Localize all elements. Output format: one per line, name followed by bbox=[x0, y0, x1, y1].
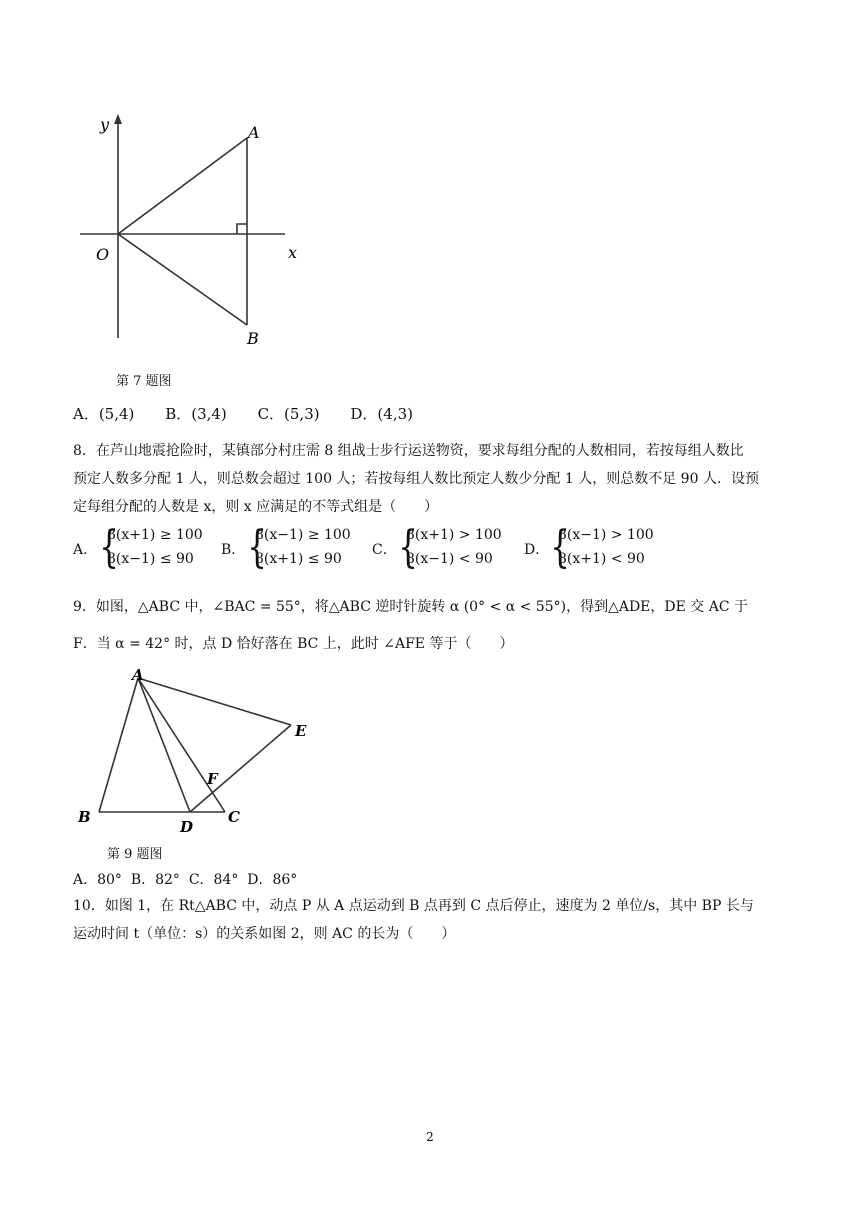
q8-option-a-eq1: 8(x+1) ≥ 100 bbox=[107, 527, 203, 543]
q8-option-c-label: C． bbox=[372, 542, 397, 558]
label-E: E bbox=[295, 722, 307, 740]
label-A: A bbox=[132, 666, 144, 684]
label-O: O bbox=[96, 245, 110, 264]
label-B: B bbox=[247, 329, 259, 348]
figure-9-caption: 第 9 题图 bbox=[107, 847, 163, 862]
brace-icon: { bbox=[99, 522, 119, 573]
q8-option-a-eq2: 8(x−1) ≤ 90 bbox=[107, 551, 194, 567]
q8-option-a-label: A． bbox=[73, 542, 98, 558]
label-F: F bbox=[207, 770, 218, 788]
q8-option-c-eq1: 8(x+1) > 100 bbox=[406, 527, 502, 543]
q7-option-d: D．(4,3) bbox=[350, 405, 413, 423]
q7-options bbox=[73, 403, 439, 424]
q8-option-b-eq1: 8(x−1) ≥ 100 bbox=[255, 527, 351, 543]
q7-option-c: C．(5,3) bbox=[257, 405, 320, 423]
q8-line-3: 定每组分配的人数是 x，则 x 应满足的不等式组是（ ） bbox=[73, 499, 439, 515]
brace-icon: { bbox=[550, 522, 570, 573]
q10-line-2: 运动时间 t（单位：s）的关系如图 2，则 AC 的长为（ ） bbox=[73, 926, 456, 942]
q8-option-c bbox=[372, 522, 512, 577]
figure-9-triangle-diagram bbox=[74, 664, 324, 836]
label-D: D bbox=[180, 818, 194, 836]
q8-option-b-eq2: 8(x+1) ≤ 90 bbox=[255, 551, 342, 567]
segment-OA bbox=[118, 138, 247, 234]
q9-line-1: 9．如图，△ABC 中，∠BAC = 55°，将△ABC 逆时针旋转 α (0° < α < 55°)，得到△ADE，DE 交 AC 于 bbox=[73, 599, 749, 615]
q8-option-d bbox=[524, 522, 674, 577]
q8-option-b bbox=[221, 522, 361, 577]
page-number: 2 bbox=[426, 1130, 434, 1144]
q9-line-2: F．当 α = 42° 时，点 D 恰好落在 BC 上，此时 ∠AFE 等于（ ） bbox=[73, 636, 514, 652]
q8-option-d-eq1: 8(x−1) > 100 bbox=[558, 527, 654, 543]
q8-option-c-eq2: 8(x−1) < 90 bbox=[406, 551, 493, 567]
label-A: A bbox=[248, 123, 260, 142]
figure-7-coordinate-diagram bbox=[80, 108, 310, 353]
q8-option-d-label: D． bbox=[524, 542, 550, 558]
q10-line-1: 10．如图 1，在 Rt△ABC 中，动点 P 从 A 点运动到 B 点再到 C 点后停止，速度为 2 单位/s，其中 BP 长与 bbox=[73, 898, 754, 914]
y-axis-arrow-icon bbox=[114, 114, 122, 124]
q8-option-a bbox=[73, 522, 213, 577]
label-x: x bbox=[288, 243, 298, 262]
label-C: C bbox=[228, 808, 240, 826]
brace-icon: { bbox=[398, 522, 418, 573]
brace-icon: { bbox=[247, 522, 267, 573]
segment-DE bbox=[190, 725, 291, 812]
label-B: B bbox=[78, 808, 91, 826]
q8-line-1: 8．在芦山地震抢险时，某镇部分村庄需 8 组战士步行运送物资，要求每组分配的人数相同，若按每组人数比 bbox=[73, 443, 744, 459]
q8-option-d-eq2: 8(x+1) < 90 bbox=[558, 551, 645, 567]
figure-7-caption: 第 7 题图 bbox=[116, 374, 172, 389]
q7-option-a: A．(5,4) bbox=[73, 405, 135, 423]
label-y: y bbox=[100, 115, 110, 134]
segment-AB bbox=[99, 678, 138, 812]
right-angle-mark bbox=[237, 224, 247, 234]
q9-options: A．80° B．82° C．84° D．86° bbox=[73, 872, 298, 888]
segment-OB bbox=[118, 234, 247, 325]
q8-line-2: 预定人数多分配 1 人，则总数会超过 100 人；若按每组人数比预定人数少分配 1 人，则总数不足 90 人．设预 bbox=[73, 471, 759, 487]
q7-option-b: B．(3,4) bbox=[165, 405, 227, 423]
q8-option-b-label: B． bbox=[221, 542, 246, 558]
segment-AE bbox=[138, 678, 291, 725]
